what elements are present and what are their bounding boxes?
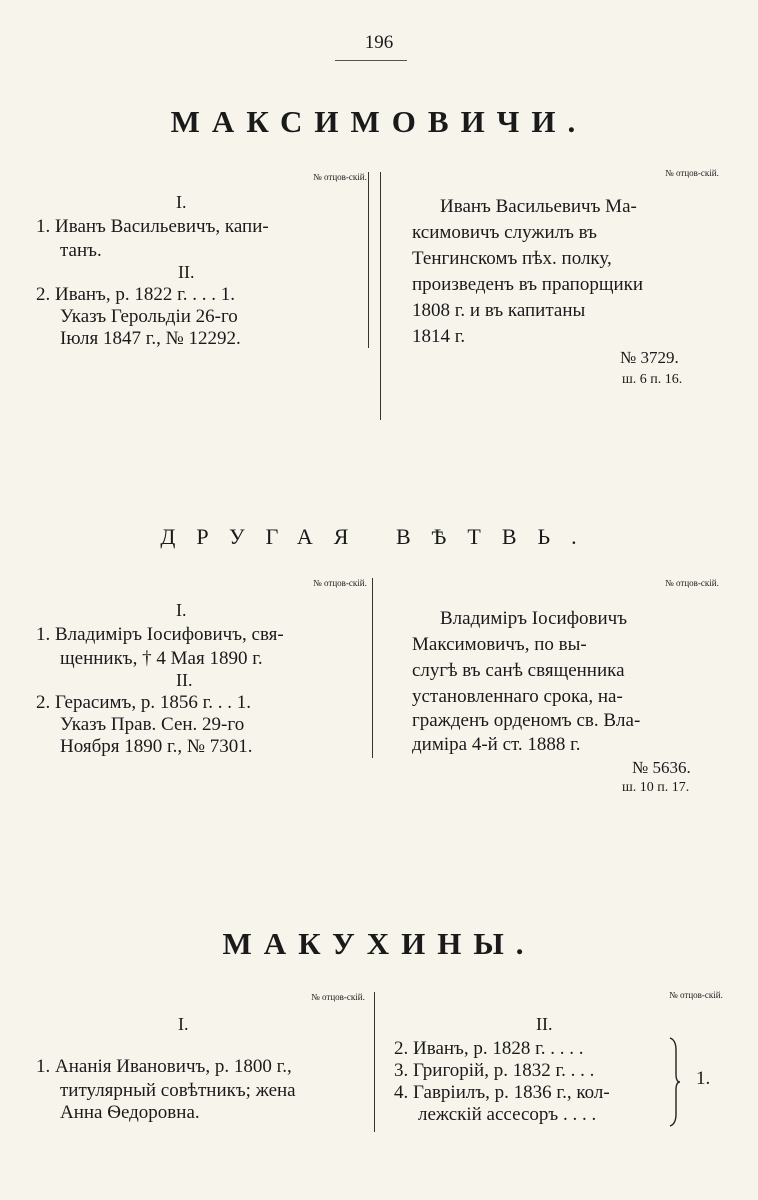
generation-label: I. [178, 1014, 189, 1034]
biography-line: гражденъ орденомъ св. Вла- [412, 710, 641, 731]
genealogy-line: щенникъ, † 4 Мая 1890 г. [60, 648, 263, 669]
genealogy-line: 3. Григорій, р. 1832 г. . . . [394, 1060, 595, 1081]
biography-line: 1814 г. [412, 326, 466, 347]
biography-line: 1808 г. и въ капитаны [412, 300, 586, 321]
biography-line: диміра 4-й ст. 1888 г. [412, 734, 581, 755]
genealogy-line: 2. Иванъ, р. 1828 г. . . . . [394, 1038, 584, 1059]
archive-shelf-ref: ш. 6 п. 16. [622, 372, 683, 387]
page-number: 196 [364, 32, 394, 53]
column-divider [372, 578, 373, 758]
genealogy-line: 1. Иванъ Васильевичъ, капи- [36, 216, 269, 237]
column-divider [380, 172, 381, 420]
note-otcovskiy-right: № отцов-скій. [665, 578, 719, 588]
biography-line: Тенгинскомъ пѣх. полку, [412, 248, 612, 269]
genealogy-line: титулярный совѣтникъ; жена [60, 1080, 296, 1101]
biography-line: ксимовичъ служилъ въ [412, 222, 597, 243]
archive-shelf-ref: ш. 10 п. 17. [622, 780, 690, 795]
note-otcovskiy-right: № отцов-скій. [669, 990, 723, 1000]
genealogy-line: Указъ Герольдіи 26-го [60, 306, 238, 327]
record-number: № 5636. [632, 758, 691, 777]
genealogy-line: Анна Ѳедоровна. [60, 1102, 200, 1123]
page-number-rule [335, 60, 407, 61]
biography-line: произведенъ въ прапорщики [412, 274, 644, 295]
generation-label: I. [176, 600, 187, 620]
genealogy-line: 1. Владиміръ Іосифовичъ, свя- [36, 624, 284, 645]
generation-label: II. [536, 1014, 553, 1034]
genealogy-line: Ноября 1890 г., № 7301. [60, 736, 253, 757]
generation-label: II. [176, 670, 193, 690]
genealogy-line: 2. Иванъ, р. 1822 г. . . . 1. [36, 284, 236, 305]
genealogy-line: лежскій ассесоръ . . . . [418, 1104, 597, 1125]
biography-line: Максимовичъ, по вы- [412, 634, 587, 655]
genealogy-line: 1. Ананія Ивановичъ, р. 1800 г., [36, 1056, 292, 1077]
column-divider [368, 172, 369, 348]
genealogy-line: 2. Герасимъ, р. 1856 г. . . 1. [36, 692, 252, 713]
column-divider [374, 992, 375, 1132]
note-otcovskiy-left: № отцов-скій. [311, 992, 365, 1002]
biography-line: слугѣ въ санѣ священника [412, 660, 625, 681]
biography-line: Владиміръ Іосифовичъ [440, 608, 628, 629]
biography-line: установленнаго срока, на- [412, 686, 623, 707]
genealogy-line: Указъ Прав. Сен. 29-го [60, 714, 245, 735]
section-title-maksimovichi: МАКСИМОВИЧИ. [170, 104, 588, 139]
note-otcovskiy-left: № отцов-скій. [313, 172, 367, 182]
generation-label: I. [176, 192, 187, 212]
record-number: № 3729. [620, 348, 679, 367]
note-otcovskiy-left: № отцов-скій. [313, 578, 367, 588]
generation-label: II. [178, 262, 195, 282]
genealogy-line: Іюля 1847 г., № 12292. [60, 328, 241, 349]
section-title-drugaya-vetv: ДРУГАЯ ВѢТВЬ. [160, 524, 598, 549]
curly-bracket [668, 1036, 682, 1128]
genealogy-line: танъ. [60, 240, 102, 261]
bracket-reference-number: 1. [696, 1068, 711, 1089]
genealogy-line: 4. Гавріилъ, р. 1836 г., кол- [394, 1082, 610, 1103]
note-otcovskiy-right: № отцов-скій. [665, 168, 719, 178]
biography-line: Иванъ Васильевичъ Ма- [440, 196, 637, 217]
section-title-makukhiny: МАКУХИНЫ. [222, 926, 536, 961]
